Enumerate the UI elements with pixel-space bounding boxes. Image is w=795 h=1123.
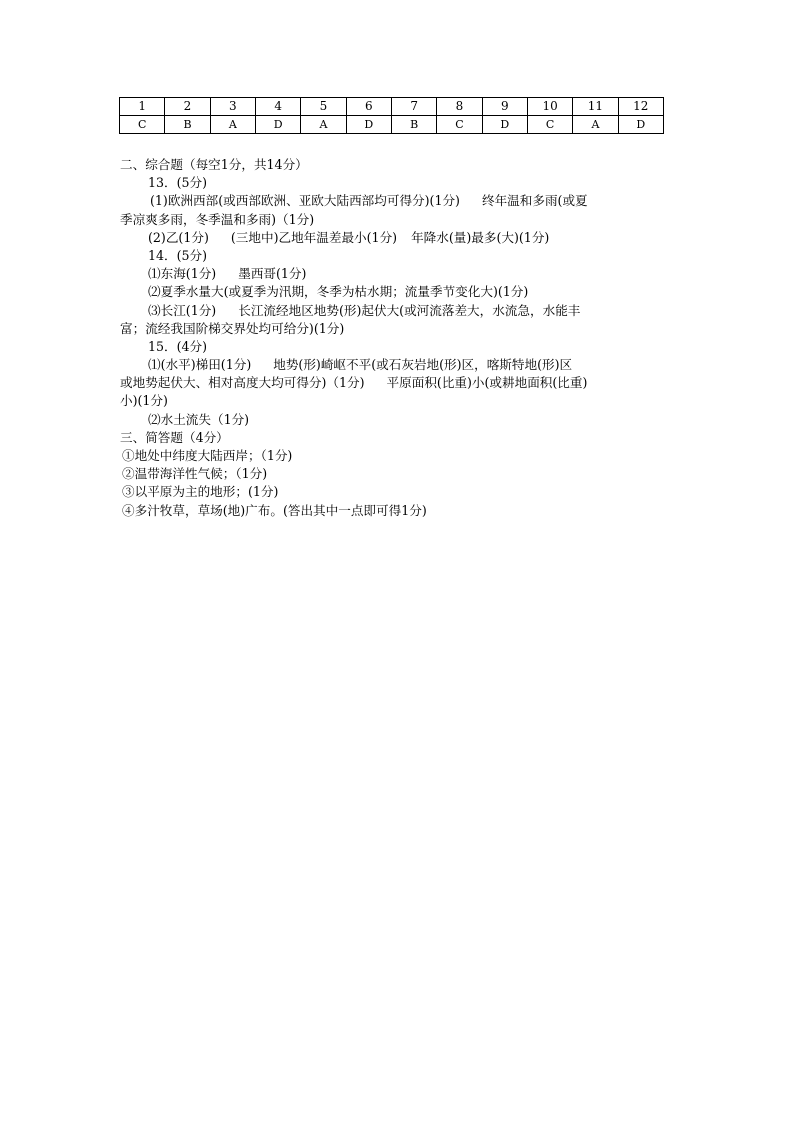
q14-line: ⑵夏季水量大(或夏季为汛期，冬季为枯水期；流量季节变化大)(1分) (148, 284, 529, 300)
question-number: 1 (120, 98, 165, 116)
answer-cell: D (618, 116, 663, 134)
answer-cell: A (301, 116, 346, 134)
q14-answer-part: 墨西哥(1分) (238, 266, 307, 282)
q15-line (120, 374, 665, 392)
answer-cell: B (165, 116, 210, 134)
q15-line: 小)(1分) (120, 393, 168, 409)
answer-cell: D (482, 116, 527, 134)
q13-answer-part: (三地中)乙地年温差最小(1分) (230, 229, 398, 245)
q14-answer-part: 长江流经地区地势(形)起伏大(或河流落差大，水流急，水能丰 (238, 302, 581, 318)
answer-cell: B (391, 116, 436, 134)
q13-answer-part: 年降水(量)最多(大)(1分) (411, 229, 550, 245)
q14-line (120, 302, 665, 320)
question-number: 4 (255, 98, 300, 116)
question-number: 10 (527, 98, 572, 116)
answer-text (120, 156, 665, 520)
question-number: 6 (346, 98, 391, 116)
q15-line (120, 356, 665, 374)
q14-answer-part: ⑶长江(1分) (148, 302, 217, 318)
section3-item: ③以平原为主的地形；(1分) (122, 484, 279, 500)
q13-title: 13．(5分) (148, 175, 208, 191)
q15-answer-part: 地势(形)崎岖不平(或石灰岩地(形)区，喀斯特地(形)区 (273, 357, 573, 373)
q13-answer-part: (1)欧洲西部(或西部欧洲、亚欧大陆西部均可得分)(1分) (150, 193, 460, 209)
answer-cell: C (437, 116, 482, 134)
section3-item: ④多汁牧草，草场(地)广布。(答出其中一点即可得1分) (122, 502, 427, 518)
q14-line: 富；流经我国阶梯交界处均可给分)(1分) (120, 320, 345, 336)
q13-line (120, 192, 665, 210)
section3-item: ①地处中纬度大陆西岸；（1分) (122, 448, 293, 463)
q14-line (120, 265, 665, 283)
answer-row (120, 116, 664, 134)
section3-heading: 三、简答题（4分） (120, 429, 229, 445)
question-number: 8 (437, 98, 482, 116)
q15-line: ⑵水土流失（1分) (148, 411, 250, 427)
q13-line (120, 229, 665, 247)
question-number: 5 (301, 98, 346, 116)
q14-title: 14．(5分) (148, 247, 208, 263)
question-number: 11 (573, 98, 618, 116)
answer-cell: C (527, 116, 572, 134)
q15-answer-part: 或地势起伏大、相对高度大均可得分)（1分) (120, 375, 365, 391)
answer-cell: D (255, 116, 300, 134)
question-number: 12 (618, 98, 663, 116)
question-number: 3 (210, 98, 255, 116)
question-number-row (120, 98, 664, 116)
q15-title: 15．(4分) (148, 338, 208, 354)
section3-item: ②温带海洋性气候；（1分) (122, 466, 268, 482)
q13-answer-part: 终年温和多雨(或夏 (481, 193, 588, 209)
answer-cell: A (573, 116, 618, 134)
answer-cell: C (120, 116, 165, 134)
q15-answer-part: 平原面积(比重)小(或耕地面积(比重) (386, 375, 588, 391)
section2-heading: 二、综合题（每空1分，共14分） (120, 157, 308, 172)
question-number: 9 (482, 98, 527, 116)
question-number: 2 (165, 98, 210, 116)
question-number: 7 (391, 98, 436, 116)
q13-line: 季凉爽多雨，冬季温和多雨)（1分) (120, 211, 315, 227)
q13-answer-part: (2)乙(1分) (148, 229, 209, 245)
q15-answer-part: ⑴(水平)梯田(1分) (148, 357, 252, 373)
answer-cell: A (210, 116, 255, 134)
answer-cell: D (346, 116, 391, 134)
q14-answer-part: ⑴东海(1分) (148, 266, 217, 282)
answer-table (119, 97, 664, 134)
